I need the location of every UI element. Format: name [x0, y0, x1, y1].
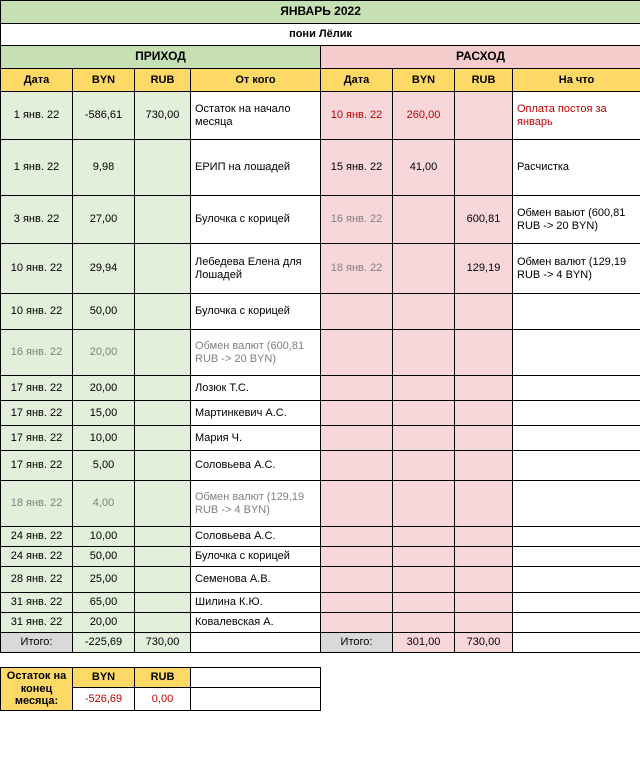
cell-expense-note-empty[interactable] [513, 613, 640, 633]
col-header-expense-date: Дата [321, 69, 393, 92]
table-row [1, 294, 640, 330]
cell-income-note[interactable]: Лозюк Т.С. [191, 376, 321, 401]
cell-expense-date-empty[interactable] [321, 593, 393, 613]
cell-expense-date-empty[interactable] [321, 376, 393, 401]
cell-expense-rub-empty[interactable] [455, 613, 513, 633]
cell-expense-byn[interactable]: 41,00 [393, 140, 455, 196]
cell-income-byn[interactable]: -586,61 [73, 92, 135, 140]
subtitle-row [1, 24, 640, 46]
cell-expense-date-empty[interactable] [321, 401, 393, 426]
cell-expense-note[interactable]: Расчистка [513, 140, 640, 196]
cell-income-date[interactable]: 10 янв. 22 [1, 294, 73, 330]
cell-income-rub[interactable] [135, 593, 191, 613]
table-row [1, 527, 640, 547]
table-row [1, 330, 640, 376]
cell-income-byn[interactable]: 10,00 [73, 527, 135, 547]
cell-expense-note[interactable]: Обмен ваьют (600,81 RUB -> 20 BYN) [513, 196, 640, 244]
totals-expense-rub[interactable]: 730,00 [455, 633, 513, 653]
cell-income-note[interactable]: Булочка с корицей [191, 547, 321, 567]
column-header-row [1, 69, 640, 92]
cell-income-rub[interactable] [135, 451, 191, 481]
cell-income-date[interactable]: 31 янв. 22 [1, 613, 73, 633]
col-header-income-byn: BYN [73, 69, 135, 92]
totals-expense-note-empty [513, 633, 640, 653]
table-row [1, 451, 640, 481]
cell-income-date[interactable]: 24 янв. 22 [1, 527, 73, 547]
cell-expense-date-empty[interactable] [321, 426, 393, 451]
cell-income-byn[interactable]: 4,00 [73, 481, 135, 527]
cell-income-note[interactable]: Лебедева Елена для Лошадей [191, 244, 321, 294]
cell-expense-rub-empty[interactable] [455, 527, 513, 547]
cell-income-rub[interactable]: 730,00 [135, 92, 191, 140]
footer-rub-value[interactable]: 0,00 [135, 688, 191, 710]
col-header-income-date: Дата [1, 69, 73, 92]
cell-income-byn[interactable]: 50,00 [73, 294, 135, 330]
totals-expense-label: Итого: [321, 633, 393, 653]
cell-expense-date-empty[interactable] [321, 613, 393, 633]
cell-income-rub[interactable] [135, 376, 191, 401]
col-header-expense-for: На что [513, 69, 640, 92]
cell-expense-date-empty[interactable] [321, 547, 393, 567]
cell-income-rub[interactable] [135, 330, 191, 376]
cell-expense-byn-empty[interactable] [393, 481, 455, 527]
cell-income-rub[interactable] [135, 481, 191, 527]
cell-income-date[interactable]: 31 янв. 22 [1, 593, 73, 613]
section-income-header: ПРИХОД [1, 46, 321, 69]
cell-expense-rub[interactable] [455, 92, 513, 140]
cell-income-date[interactable]: 17 янв. 22 [1, 426, 73, 451]
totals-row [1, 633, 640, 653]
cell-income-rub[interactable] [135, 244, 191, 294]
cell-expense-rub-empty[interactable] [455, 294, 513, 330]
cell-expense-rub[interactable] [455, 140, 513, 196]
cell-expense-rub-empty[interactable] [455, 426, 513, 451]
totals-income-byn[interactable]: -225,69 [73, 633, 135, 653]
footer-empty-cell-2 [191, 688, 321, 710]
totals-income-rub[interactable]: 730,00 [135, 633, 191, 653]
cell-income-date[interactable]: 10 янв. 22 [1, 244, 73, 294]
col-header-expense-byn: BYN [393, 69, 455, 92]
cell-expense-note-empty[interactable] [513, 481, 640, 527]
cell-income-note[interactable]: Мартинкевич А.С. [191, 401, 321, 426]
cell-expense-rub-empty[interactable] [455, 567, 513, 593]
cell-income-note[interactable]: Булочка с корицей [191, 294, 321, 330]
cell-expense-rub[interactable]: 600,81 [455, 196, 513, 244]
cell-expense-rub-empty[interactable] [455, 593, 513, 613]
cell-income-rub[interactable] [135, 196, 191, 244]
cell-income-date[interactable]: 18 янв. 22 [1, 481, 73, 527]
cell-income-rub[interactable] [135, 613, 191, 633]
cell-income-date[interactable]: 1 янв. 22 [1, 140, 73, 196]
cell-income-byn[interactable]: 20,00 [73, 613, 135, 633]
cell-income-note[interactable]: Соловьева А.С. [191, 527, 321, 547]
cell-expense-byn[interactable] [393, 196, 455, 244]
cell-expense-date-empty[interactable] [321, 567, 393, 593]
cell-expense-date-empty[interactable] [321, 451, 393, 481]
cell-income-note[interactable]: Семенова А.В. [191, 567, 321, 593]
cell-expense-byn-empty[interactable] [393, 376, 455, 401]
cell-expense-byn-empty[interactable] [393, 451, 455, 481]
cell-income-byn[interactable]: 20,00 [73, 330, 135, 376]
table-row [1, 613, 640, 633]
cell-income-date[interactable]: 1 янв. 22 [1, 92, 73, 140]
cell-expense-byn-empty[interactable] [393, 330, 455, 376]
cell-expense-date[interactable]: 15 янв. 22 [321, 140, 393, 196]
cell-expense-note[interactable]: Обмен валют (129,19 RUB -> 4 BYN) [513, 244, 640, 294]
table-row [1, 567, 640, 593]
table-row [1, 196, 640, 244]
footer-balance-label: Остаток на конец месяца: [1, 668, 73, 711]
cell-expense-note-empty[interactable] [513, 376, 640, 401]
cell-income-note[interactable]: Ковалевская А. [191, 613, 321, 633]
section-header-row [1, 46, 640, 69]
cell-expense-byn-empty[interactable] [393, 593, 455, 613]
cell-expense-byn-empty[interactable] [393, 426, 455, 451]
cell-income-note[interactable]: Шилина К.Ю. [191, 593, 321, 613]
cell-income-byn[interactable]: 20,00 [73, 376, 135, 401]
table-row [1, 92, 640, 140]
cell-income-byn[interactable]: 25,00 [73, 567, 135, 593]
cell-expense-byn-empty[interactable] [393, 294, 455, 330]
cell-income-byn[interactable]: 27,00 [73, 196, 135, 244]
totals-income-label: Итого: [1, 633, 73, 653]
cell-expense-date[interactable]: 16 янв. 22 [321, 196, 393, 244]
cell-income-byn[interactable]: 65,00 [73, 593, 135, 613]
cell-income-rub[interactable] [135, 401, 191, 426]
section-expense-header: РАСХОД [321, 46, 640, 69]
totals-income-note-empty [191, 633, 321, 653]
table-row [1, 140, 640, 196]
cell-income-date[interactable]: 17 янв. 22 [1, 376, 73, 401]
cell-expense-byn-empty[interactable] [393, 401, 455, 426]
page-title: ЯНВАРЬ 2022 [1, 1, 640, 24]
cell-expense-rub-empty[interactable] [455, 376, 513, 401]
spacer-row [0, 653, 640, 667]
cell-income-rub[interactable] [135, 567, 191, 593]
title-row [1, 1, 640, 24]
cell-income-note[interactable]: Соловьева А.С. [191, 451, 321, 481]
cell-expense-note-empty[interactable] [513, 527, 640, 547]
cell-expense-date-empty[interactable] [321, 527, 393, 547]
cell-income-rub[interactable] [135, 140, 191, 196]
cell-expense-note-empty[interactable] [513, 593, 640, 613]
cell-expense-note-empty[interactable] [513, 451, 640, 481]
cell-expense-rub-empty[interactable] [455, 451, 513, 481]
cell-expense-rub-empty[interactable] [455, 401, 513, 426]
table-row [1, 481, 640, 527]
col-header-expense-rub: RUB [455, 69, 513, 92]
footer-empty-cell [191, 668, 321, 688]
cell-expense-note-empty[interactable] [513, 547, 640, 567]
footer-header-row [1, 668, 321, 688]
cell-expense-rub-empty[interactable] [455, 481, 513, 527]
cell-income-byn[interactable]: 29,94 [73, 244, 135, 294]
cell-expense-byn-empty[interactable] [393, 527, 455, 547]
cell-expense-note-empty[interactable] [513, 426, 640, 451]
cell-income-note[interactable]: Обмен валют (129,19 RUB -> 4 BYN) [191, 481, 321, 527]
table-row [1, 426, 640, 451]
cell-expense-note-empty[interactable] [513, 294, 640, 330]
cell-expense-date-empty[interactable] [321, 294, 393, 330]
totals-expense-byn[interactable]: 301,00 [393, 633, 455, 653]
footer-rub-header: RUB [135, 668, 191, 688]
cell-income-rub[interactable] [135, 527, 191, 547]
table-row [1, 547, 640, 567]
cell-expense-byn[interactable] [393, 244, 455, 294]
cell-expense-note[interactable]: Оплата постоя за январь [513, 92, 640, 140]
cell-income-note[interactable]: Булочка с корицей [191, 196, 321, 244]
footer-byn-value[interactable]: -526,69 [73, 688, 135, 710]
cell-expense-note-empty[interactable] [513, 330, 640, 376]
spacer-table [0, 653, 640, 667]
cell-expense-byn-empty[interactable] [393, 547, 455, 567]
cell-income-date[interactable]: 24 янв. 22 [1, 547, 73, 567]
table-row [1, 593, 640, 613]
cell-expense-date-empty[interactable] [321, 330, 393, 376]
cell-income-note[interactable]: Обмен валют (600,81 RUB -> 20 BYN) [191, 330, 321, 376]
cell-expense-byn[interactable]: 260,00 [393, 92, 455, 140]
cell-income-note[interactable]: Остаток на начало месяца [191, 92, 321, 140]
cell-expense-byn-empty[interactable] [393, 613, 455, 633]
cell-income-date[interactable]: 28 янв. 22 [1, 567, 73, 593]
cell-income-rub[interactable] [135, 426, 191, 451]
footer-balance-table [0, 667, 321, 711]
spacer-cell [0, 653, 640, 667]
cell-expense-date[interactable]: 10 янв. 22 [321, 92, 393, 140]
cell-expense-note-empty[interactable] [513, 401, 640, 426]
cell-income-rub[interactable] [135, 547, 191, 567]
cell-expense-rub-empty[interactable] [455, 330, 513, 376]
cell-expense-date-empty[interactable] [321, 481, 393, 527]
table-row [1, 376, 640, 401]
cell-income-byn[interactable]: 50,00 [73, 547, 135, 567]
cell-income-byn[interactable]: 5,00 [73, 451, 135, 481]
cell-income-byn[interactable]: 9,98 [73, 140, 135, 196]
page-subtitle: пони Лёлик [1, 24, 640, 46]
table-row [1, 244, 640, 294]
footer-byn-header: BYN [73, 668, 135, 688]
col-header-income-from: От кого [191, 69, 321, 92]
cell-income-byn[interactable]: 10,00 [73, 426, 135, 451]
cell-expense-date[interactable]: 18 янв. 22 [321, 244, 393, 294]
cell-income-date[interactable]: 16 янв. 22 [1, 330, 73, 376]
cell-income-note[interactable]: ЕРИП на лошадей [191, 140, 321, 196]
cell-income-note[interactable]: Мария Ч. [191, 426, 321, 451]
cell-expense-rub[interactable]: 129,19 [455, 244, 513, 294]
cell-expense-note-empty[interactable] [513, 567, 640, 593]
col-header-income-rub: RUB [135, 69, 191, 92]
cell-expense-byn-empty[interactable] [393, 567, 455, 593]
cell-income-rub[interactable] [135, 294, 191, 330]
cell-expense-rub-empty[interactable] [455, 547, 513, 567]
cell-income-byn[interactable]: 15,00 [73, 401, 135, 426]
table-row [1, 401, 640, 426]
cell-income-date[interactable]: 17 янв. 22 [1, 401, 73, 426]
cell-income-date[interactable]: 3 янв. 22 [1, 196, 73, 244]
cell-income-date[interactable]: 17 янв. 22 [1, 451, 73, 481]
